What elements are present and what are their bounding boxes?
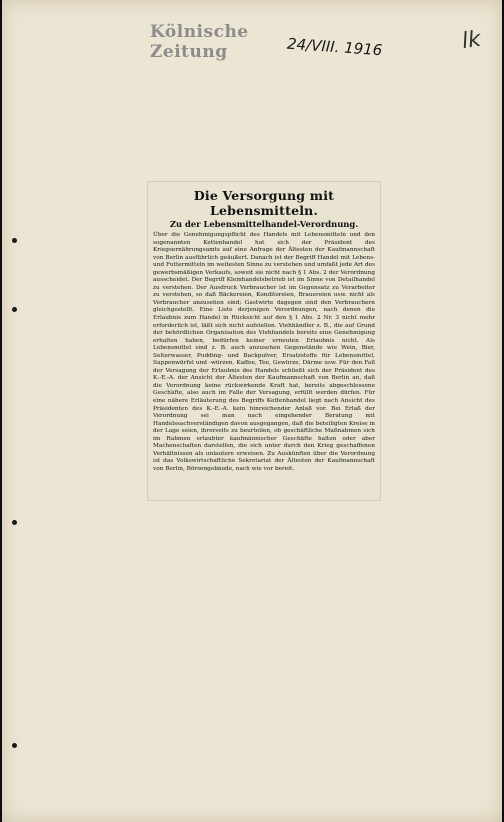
- punch-hole: [12, 307, 17, 312]
- article-body: Über die Genehmigungspflicht des Handels mit Lebensmitteln und den sogenannten Kettenhandel hat sich der Präsident des Kriegsernährungsamts auf eine Anfrage der Ältesten der Kaufmannschaft von Berlin ausführlich geäußert. Danach ist der Begriff Handel mit Lebens- und Futtermitteln im weitesten Sinne zu verstehen und umfaßt jede Art des gewerbsmäßigen Verkaufs, soweit sie nicht nach § 1 Abs. 2 der Verordnung ausscheidet. Der Begriff Kleinhandelsbetrieb ist im Sinne von Detailhandel zu verstehen. Der Ausdruck Verbraucher ist im Gegensatz zu Verarbeiter zu verstehen, so daß Bäckereien, Konditoreien, Brauereien usw. nicht als Verbraucher anzusehen sind; Gastwirte dagegen sind den Verbrauchern gleichgestellt. Eine Liste derjenigen Verordnungen, nach denen die Erlaubnis zum Handel in Rücksicht auf den § 1 Abs. 2 Nr. 3 nicht mehr erforderlich ist, läßt sich nicht aufstellen. Viehhändler z. B., die auf Grund der behördlichen Organisation des Viehhandels bereits eine Genehmigung erhalten haben, bedürfen keiner erneuten Erlaubnis nicht. Als Lebensmittel sind z. B. auch anzusehen Gegenstände wie Wein, Bier, Selterwasser, Pudding- und Backpulver, Ersatzstoffe für Lebensmittel, Suppenwürfel und -würzen, Kaffee, Tee, Gewürze, Därme usw. Für den Fall der Versagung der Erlaubnis des Handels schließt sich der Präsident des K.-E.-A. der Ansicht der Ältesten der Kaufmannschaft von Berlin an, daß die Verordnung keine rückwirkende Kraft hat, bereits abgeschlossene Geschäfte, also auch im Falle der Versagung, erfüllt werden dürfen. Für eine nähere Erläuterung des Begriffs Kettenhandel liegt nach Ansicht des Präsidenten des K.-E.-A. kein hinreichender Anlaß vor. Bei Erlaß der Verordnung sei man nach eingehender Beratung mit Handelssachverständigen davon ausgegangen, daß die beteiligten Kreise in der Lage seien, ihrerseits zu beurteilen, ob geschäftliche Maßnahmen sich im Rahmen erlaubter kaufmännischer Geschäfte halten oder aber Machenschaften darstellen, die sich unter durch den Krieg geschaffenen Verhältnissen als unlautere erweisen. Zu Auskünften über die Verordnung ist das Volkswirtschaftliche Sekretariat der Ältesten der Kaufmannschaft von Berlin, Börsengebäude, nach wie vor bereit.: [153, 232, 375, 472]
- handwritten-date: 24/VIII. 1916: [286, 34, 383, 60]
- punch-hole: [12, 743, 17, 748]
- article-headline: Die Versorgung mit Lebensmitteln.: [193, 188, 335, 218]
- punch-hole: [12, 520, 17, 525]
- article-subheadline: Zu der Lebensmittelhandel-Verordnung.: [169, 219, 359, 229]
- newspaper-stamp: Kölnische Zeitung: [150, 22, 249, 62]
- archive-sheet: [2, 0, 502, 822]
- handwritten-corner-mark: lk: [460, 26, 483, 55]
- newspaper-clipping: [148, 182, 380, 500]
- punch-hole: [12, 238, 17, 243]
